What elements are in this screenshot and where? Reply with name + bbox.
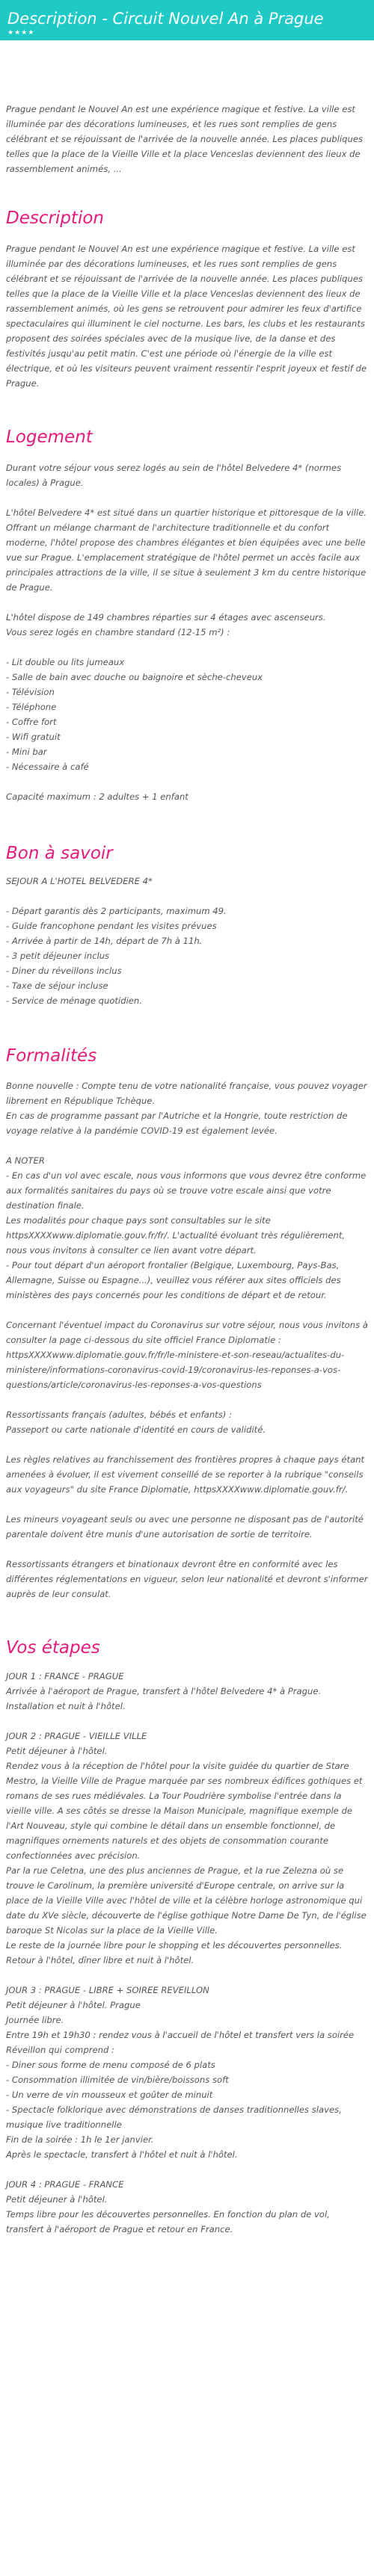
etape-jour-1: JOUR 1 : FRANCE - PRAGUE Arrivée à l'aéroport de Prague, transfert à l'hôtel Belvedere 4* à Prague. Installation et nuit à l'hôtel. [6,1671,322,1711]
formalites-documents: Ressortissants français (adultes, bébés et enfants) : Passeport ou carte nationale d'identité en cours de validité. [6,1409,266,1435]
description-text: Prague pendant le Nouvel An est une expérience magique et festive. La ville est illuminée par des décorations lumineuses, et les rues sont remplies de gens célébrant et se réjouissant de l'arrivée de la nouvelle année. Les places publiques telles que la place de la Vieille Ville et la place Venceslas deviennent des lieux de rassemblement animés, où les gens se retrouvent pour admirer les feux d'artifice spectaculaires qui illuminent le ciel nocturne. Les bars, les clubs et les restaurants proposent des soirées spéciales avec de la musique live, de la danse et des festivités jusqu'au petit matin. C'est une période où l'énergie de la ville est électrique, et où les visiteurs peuvent vraiment ressentir l'esprit joyeux et festif de Prague. [6,244,367,389]
etape-jour-3: JOUR 3 : PRAGUE - LIBRE + SOIREE REVEILLON Petit déjeuner à l'hôtel. Prague Journée libre. Entre 19h et 19h30 : rendez vous à l'accueil de l'hôtel et transfert vers la soirée Réveillon qui comprend : - Diner sous forme de menu composé de 6 plats - Consommation illimitée de vin/bière/boissons soft - Un verre de vin mousseux et goûter de minuit - Spectacle folklorique avec démonstrations de danses traditionnelles slaves, musique live traditionnelle Fin de la soirée : 1h le 1er janvier. Après le spectacle, transfert à l'hôtel et nuit à l'hôtel. [6,1985,355,2160]
bon-a-savoir-hotel: SEJOUR A L'HOTEL BELVEDERE 4* [6,876,153,886]
spacer [6,1392,368,1407]
spacer [6,774,368,789]
etapes-heading: Vos étapes [6,1638,100,1658]
formalites-minors: Les mineurs voyageant seuls ou avec une personne ne disposant pas de l'autorité parentale doivent être munis d'une autorisation de sortie de territoire. [6,1514,364,1539]
spacer [6,1437,368,1452]
logement-amenities-list: - Lit double ou lits jumeaux - Salle de bain avec douche ou baignoire et sèche-cheveux - Télévision - Téléphone - Coffre fort - Wifi gratuit - Mini bar - Nécessaire à café [6,657,263,772]
bon-a-savoir-list: - Départ garantis dès 2 participants, maximum 49. - Guide francophone pendant les visites prévues - Arrivée à partir de 14h, départ de 7h à 11h. - 3 petit déjeuner inclus - Diner du réveillons inclus - Taxe de séjour incluse - Service de ménage quotidien. [6,906,227,1006]
description-heading: Description [6,209,104,228]
hotel-rating-stars: ★★★★ [7,29,35,37]
logement-hotel-description: L'hôtel Belvedere 4* est situé dans un quartier historique et pittoresque de la ville. Offrant un mélange charmant de l'architecture traditionnelle et du confort moderne, l'hôtel propose des chambres élégantes et bien équipées avec une belle vue sur Prague. L'emplacement stratégique de l'hôtel permet un accès facile aux principales attractions de la ville, il se situe à seulement 3 km du centre historique de Prague. [6,507,367,593]
etape-jour-4: JOUR 4 : PRAGUE - FRANCE Petit déjeuner à l'hôtel. Temps libre pour les découvertes personnelles. En fonction du plan de vol, transfert à l'aéroport de Prague et retour en France. [6,2179,330,2234]
spacer [6,2162,368,2177]
spacer [6,1138,368,1153]
bon-a-savoir-heading: Bon à savoir [6,844,113,863]
logement-capacity: Capacité maximum : 2 adultes + 1 enfant [6,791,188,802]
spacer [6,1542,368,1557]
logement-intro: Durant votre séjour vous serez logés au sein de l'hôtel Belvedere 4* (normes locales) à Prague. [6,463,342,488]
formalites-foreigners: Ressortissants étrangers et binationaux devront être en conformité avec les différentes réglementations en vigueur, selon leur nationalité et devront s'informer auprès de leur consulat. [6,1559,368,1599]
formalites-borders: Les règles relatives au franchissement des frontières propres à chaque pays étant amenées à évoluer, il est vivement conseillé de se reporter à la rubrique "conseils aux voyageurs" du site France Diplomatie, httpsXXXXwww.diplomatie.gouv.fr/. [6,1454,365,1495]
logement-rooms: L'hôtel dispose de 149 chambres réparties sur 4 étages avec ascenseurs. Vous serez logés en chambre standard (12-15 m²) : [6,612,326,637]
page-header [0,0,374,40]
etape-jour-2: JOUR 2 : PRAGUE - VIEILLE VILLE Petit déjeuner à l'hôtel. Rendez vous à la réception de l'hôtel pour la visite guidée du quartier de Stare Mestro, la Vieille Ville de Prague marquée par ses nombreux édifices gothiques et romans de ses rues médiévales. La Tour Poudrière symbolise l'entrée dans la vieille ville. A ses côtés se dresse la Maison Municipale, magnifique exemple de l'Art Nouveau, style qui combine le détail dans un ensemble fonctionnel, de magnifiques ornements naturels et des objets de consommation courante confectionnées avec précision. Par la rue Celetna, une des plus anciennes de Prague, et la rue Zelezna où se trouve le Carolinum, la première université d'Europe centrale, on arrive sur la place de la Vieille Ville avec l'hôtel de ville et la célèbre horloge astronomique qui date du XVe siècle, découverte de l'église gothique Notre Dame De Tyn, de l'église baroque St Nicolas sur la place de la Vieille Ville. Le reste de la journée libre pour le shopping et les découvertes personnelles. Retour à l'hôtel, dîner libre et nuit à l'hôtel. [6,1731,367,1965]
intro-text: Prague pendant le Nouvel An est une expérience magique et festive. La ville est illuminée par des décorations lumineuses, et les rues sont remplies de gens célébrant et se réjouissant de l'arrivée de la nouvelle année. Les places publiques telles que la place de la Vieille Ville et la place Venceslas deviennent des lieux de rassemblement animés, ... [6,104,363,174]
spacer [6,1714,368,1729]
page-title: Description - Circuit Nouvel An à Prague [7,10,324,28]
spacer [6,490,368,505]
spacer [6,640,368,655]
formalites-coronavirus: Concernant l'éventuel impact du Coronavirus sur votre séjour, nous vous invitons à consulter la page ci-dessous du site officiel France Diplomatie : httpsXXXXwww.diplomatie.gouv.fr/fr/le-ministere-et-son-reseau/actualites-du-ministere/informations-coronavirus-covid-19/coronavirus-les-reponses-a-vos-questions/article/coronavirus-les-reponses-a-vos-questions [6,1320,368,1390]
logement-heading: Logement [6,427,93,447]
spacer [6,1497,368,1512]
formalites-heading: Formalités [6,1046,97,1066]
spacer [6,1968,368,1983]
formalites-note: A NOTER - En cas d'un vol avec escale, nous vous informons que vous devrez être conforme aux formalités sanitaires du pays où se trouve votre escale ainsi que votre destination finale. Les modalités pour chaque pays sont consultables sur le site httpsXXXXwww.diplomatie.gouv.fr/fr/. L'actualité évoluant très régulièrement, nous vous invitons à consulter ce lien avant votre départ. - Pour tout départ d'un aéroport frontalier (Belgique, Luxembourg, Pays-Bas, Allemagne, Suisse ou Espagne...), veuillez vous référer aux sites officiels des ministères des pays concernés pour les conditions de départ et de retour. [6,1155,367,1300]
formalites-intro: Bonne nouvelle : Compte tenu de votre nationalité française, vous pouvez voyager librement en République Tchèque. En cas de programme passant par l'Autriche et la Hongrie, toute restriction de voyage relative à la pandémie COVID-19 est également levée. [6,1081,367,1136]
main-content [0,102,374,2237]
spacer [6,889,368,904]
spacer [6,595,368,610]
spacer [6,1303,368,1318]
